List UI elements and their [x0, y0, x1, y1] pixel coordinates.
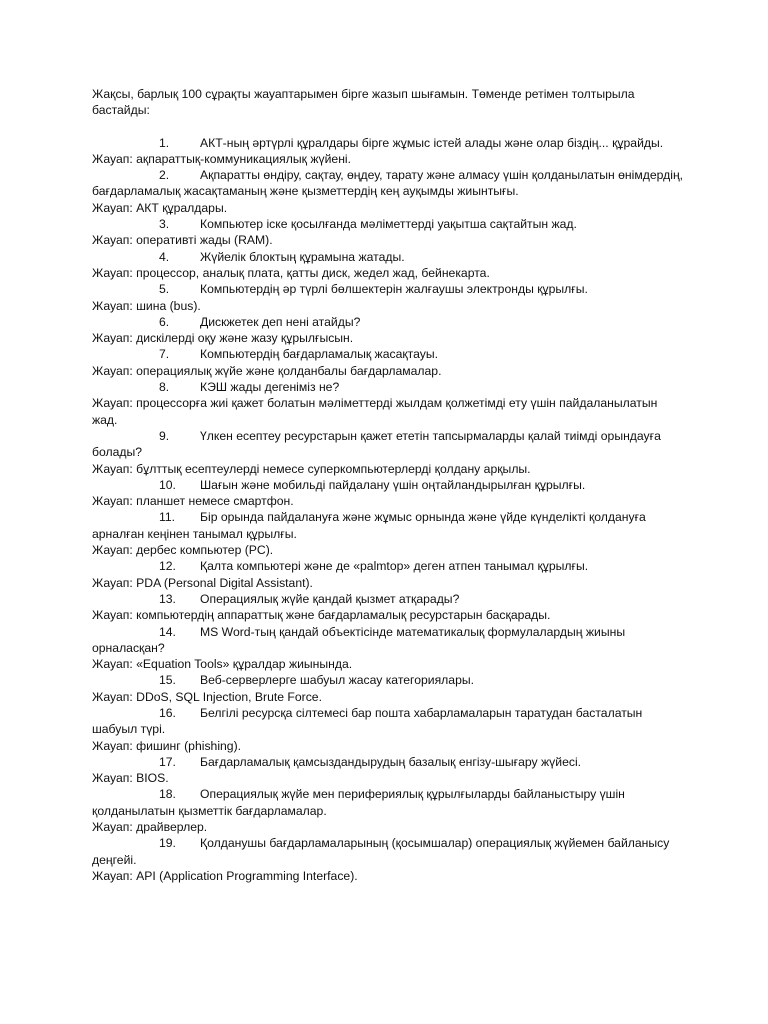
document-page: [92, 86, 684, 884]
answer-text: DDoS, SQL Injection, Brute Force.: [136, 689, 322, 704]
question-number: [92, 346, 183, 362]
question-number: [92, 428, 183, 444]
answer-line: [92, 868, 684, 884]
answer-text: дискілерді оқу және жазу құрылғысын.: [136, 331, 354, 346]
qa-item: [92, 558, 684, 591]
question-text: Қалта компьютері және де «palmtop» деген атпен танымал құрылғы.: [200, 559, 589, 574]
answer-line: [92, 232, 684, 248]
answer-line: [92, 395, 684, 428]
answer-line: [92, 770, 684, 786]
question-line: [92, 624, 684, 657]
question-number: [92, 705, 183, 721]
qa-item: [92, 167, 684, 216]
question-line: [92, 428, 684, 461]
qa-item: [92, 135, 684, 168]
question-line: [92, 314, 684, 330]
answer-text: процессорға жиі қажет болатын мәліметтерді жылдам қолжетімді ету үшін пайдаланылатын жад.: [92, 396, 658, 427]
question-text: Жүйелік блоктың құрамына жатады.: [200, 249, 405, 264]
question-number: [92, 477, 183, 493]
qa-item: [92, 249, 684, 282]
question-line: [92, 216, 684, 232]
answer-line: [92, 575, 684, 591]
question-line: [92, 591, 684, 607]
answer-line: [92, 298, 684, 314]
question-number: [92, 754, 183, 770]
question-number: [92, 591, 183, 607]
intro-paragraph: Жақсы, барлық 100 сұрақты жауаптарымен бірге жазып шығамын. Төменде ретімен толтырыла бастайды:: [92, 87, 635, 118]
question-number-text: 1.: [159, 135, 170, 150]
answer-text: ақпараттық-коммуникациялық жүйені.: [136, 151, 352, 166]
question-number-text: 5.: [159, 282, 170, 297]
question-line: [92, 558, 684, 574]
answer-prefix: Жауап:: [92, 151, 137, 166]
question-number-text: 4.: [159, 249, 170, 264]
question-line: [92, 786, 684, 819]
answer-prefix: Жауап:: [92, 298, 137, 313]
question-text: Қолданушы бағдарламаларының (қосымшалар) операциялық жүйемен байланысу деңгейі.: [92, 836, 670, 867]
qa-item: [92, 786, 684, 835]
answer-prefix: Жауап:: [92, 265, 137, 280]
question-number: [92, 167, 183, 183]
question-line: [92, 835, 684, 868]
answer-text: «Equation Tools» құралдар жиынында.: [136, 657, 353, 672]
answer-text: процессор, аналық плата, қатты диск, жедел жад, бейнекарта.: [136, 265, 490, 280]
question-text: Бір орында пайдалануға және жұмыс орнында және үйде күнделікті қолдануға арналған кеңінен танымал құрылғы.: [92, 510, 646, 541]
qa-item: [92, 754, 684, 787]
question-text: Дискжетек деп нені атайды?: [200, 314, 361, 329]
question-text: Шағын және мобильді пайдалану үшін оңтайландырылған құрылғы.: [200, 477, 586, 492]
qa-item: [92, 591, 684, 624]
qa-item: [92, 379, 684, 428]
answer-line: [92, 738, 684, 754]
qa-item: [92, 314, 684, 347]
answer-prefix: Жауап:: [92, 820, 137, 835]
answer-text: шина (bus).: [136, 298, 201, 313]
answer-text: АКТ құралдары.: [136, 200, 228, 215]
question-number-text: 14.: [159, 624, 176, 639]
qa-item: [92, 672, 684, 705]
answer-prefix: Жауап:: [92, 396, 137, 411]
answer-text: дербес компьютер (PC).: [136, 543, 274, 558]
question-number: [92, 624, 183, 640]
answer-line: [92, 493, 684, 509]
answer-line: [92, 330, 684, 346]
answer-text: бұлттық есептеулерді немесе суперкомпьютерлерді қолдану арқылы.: [136, 461, 531, 476]
question-number-text: 9.: [159, 428, 170, 443]
question-line: [92, 135, 684, 151]
qa-item: [92, 477, 684, 510]
question-number-text: 8.: [159, 380, 170, 395]
question-line: [92, 379, 684, 395]
question-text: Веб-серверлерге шабуыл жасау категориялары.: [200, 673, 474, 688]
answer-text: фишинг (phishing).: [136, 738, 242, 753]
answer-prefix: Жауап:: [92, 363, 137, 378]
answer-line: [92, 151, 684, 167]
answer-prefix: Жауап:: [92, 331, 137, 346]
answer-prefix: Жауап:: [92, 689, 137, 704]
question-text: Үлкен есептеу ресурстарын қажет ететін тапсырмаларды қалай тиімді орындауға болады?: [92, 428, 661, 460]
answer-text: операциялық жүйе және қолданбалы бағдарламалар.: [136, 363, 442, 378]
question-answer-list: [92, 135, 684, 885]
answer-prefix: Жауап:: [92, 233, 137, 248]
answer-prefix: Жауап:: [92, 575, 137, 590]
answer-text: драйверлер.: [136, 820, 208, 835]
question-text: Белгілі ресурсқа сілтемесі бар пошта хабарламаларын таратудан басталатын шабуыл түрі.: [92, 705, 643, 737]
answer-text: оперативті жады (RAM).: [136, 233, 273, 248]
answer-prefix: Жауап:: [92, 494, 137, 509]
qa-item: [92, 835, 684, 884]
question-line: [92, 509, 684, 542]
answer-line: [92, 265, 684, 281]
answer-text: API (Application Programming Interface).: [136, 868, 358, 883]
question-number: [92, 314, 183, 330]
question-number: [92, 509, 183, 525]
question-number: [92, 216, 183, 232]
question-number-text: 16.: [159, 705, 176, 720]
question-number: [92, 135, 183, 151]
qa-item: [92, 216, 684, 249]
question-line: [92, 705, 684, 738]
answer-line: [92, 819, 684, 835]
answer-line: [92, 656, 684, 672]
answer-prefix: Жауап:: [92, 200, 137, 215]
question-number-text: 12.: [159, 559, 176, 574]
answer-text: компьютердің аппараттық және бағдарламалық ресурстарын басқарады.: [136, 608, 551, 623]
answer-prefix: Жауап:: [92, 738, 137, 753]
question-text: Операциялық жүйе мен перифериялық құрылғыларды байланыстыру үшін қолданылатын қызметтік бағдарламалар.: [92, 787, 625, 818]
question-text: Компьютер іске қосылғанда мәліметтерді уақытша сақтайтын жад.: [200, 217, 577, 232]
question-text: КЭШ жады дегеніміз не?: [200, 380, 340, 395]
question-number-text: 2.: [159, 168, 170, 183]
answer-text: планшет немесе смартфон.: [136, 494, 294, 509]
question-text: Компьютердің әр түрлі бөлшектерін жалғаушы электронды құрылғы.: [200, 282, 588, 297]
question-number-text: 17.: [159, 754, 176, 769]
answer-prefix: Жауап:: [92, 608, 137, 623]
question-number: [92, 558, 183, 574]
question-line: [92, 754, 684, 770]
question-text: Бағдарламалық қамсыздандырудың базалық енгізу-шығару жүйесі.: [200, 754, 582, 769]
answer-prefix: Жауап:: [92, 868, 137, 883]
qa-item: [92, 705, 684, 754]
question-number-text: 19.: [159, 836, 176, 851]
question-number-text: 3.: [159, 217, 170, 232]
qa-item: [92, 346, 684, 379]
question-number: [92, 786, 183, 802]
question-text: АКТ-ның әртүрлі құралдары бірге жұмыс істей алады және олар біздің... құрайды.: [200, 135, 664, 150]
question-number-text: 13.: [159, 591, 176, 606]
qa-item: [92, 281, 684, 314]
question-number: [92, 281, 183, 297]
answer-prefix: Жауап:: [92, 657, 137, 672]
question-line: [92, 346, 684, 362]
question-number-text: 6.: [159, 314, 170, 329]
question-text: Компьютердің бағдарламалық жасақтауы.: [200, 347, 439, 362]
question-text: Ақпаратты өндіру, сақтау, өңдеу, тарату және алмасу үшін қолданылатын өнімдердің, бағдарламалық жасақтаманың және қызметтердің кең ауқымды жиынтығы.: [92, 168, 684, 199]
answer-prefix: Жауап:: [92, 771, 137, 786]
qa-item: [92, 509, 684, 558]
answer-line: [92, 363, 684, 379]
answer-text: BIOS.: [136, 771, 169, 786]
question-number: [92, 672, 183, 688]
question-number-text: 10.: [159, 477, 176, 492]
question-number: [92, 835, 183, 851]
answer-prefix: Жауап:: [92, 461, 137, 476]
question-line: [92, 249, 684, 265]
question-line: [92, 672, 684, 688]
question-number: [92, 249, 183, 265]
question-number-text: 7.: [159, 347, 170, 362]
question-line: [92, 477, 684, 493]
question-number: [92, 379, 183, 395]
question-text: MS Word-тың қандай объектісінде математикалық формулалардың жиыны орналасқан?: [92, 624, 626, 655]
answer-line: [92, 542, 684, 558]
question-number-text: 15.: [159, 673, 176, 688]
answer-line: [92, 689, 684, 705]
question-number-text: 11.: [159, 510, 176, 525]
question-number-text: 18.: [159, 787, 176, 802]
answer-line: [92, 200, 684, 216]
question-line: [92, 167, 684, 200]
answer-line: [92, 461, 684, 477]
question-text: Операциялық жүйе қандай қызмет атқарады?: [200, 591, 460, 606]
qa-item: [92, 624, 684, 673]
answer-prefix: Жауап:: [92, 543, 137, 558]
question-line: [92, 281, 684, 297]
answer-line: [92, 607, 684, 623]
qa-item: [92, 428, 684, 477]
answer-text: PDA (Personal Digital Assistant).: [136, 575, 313, 590]
